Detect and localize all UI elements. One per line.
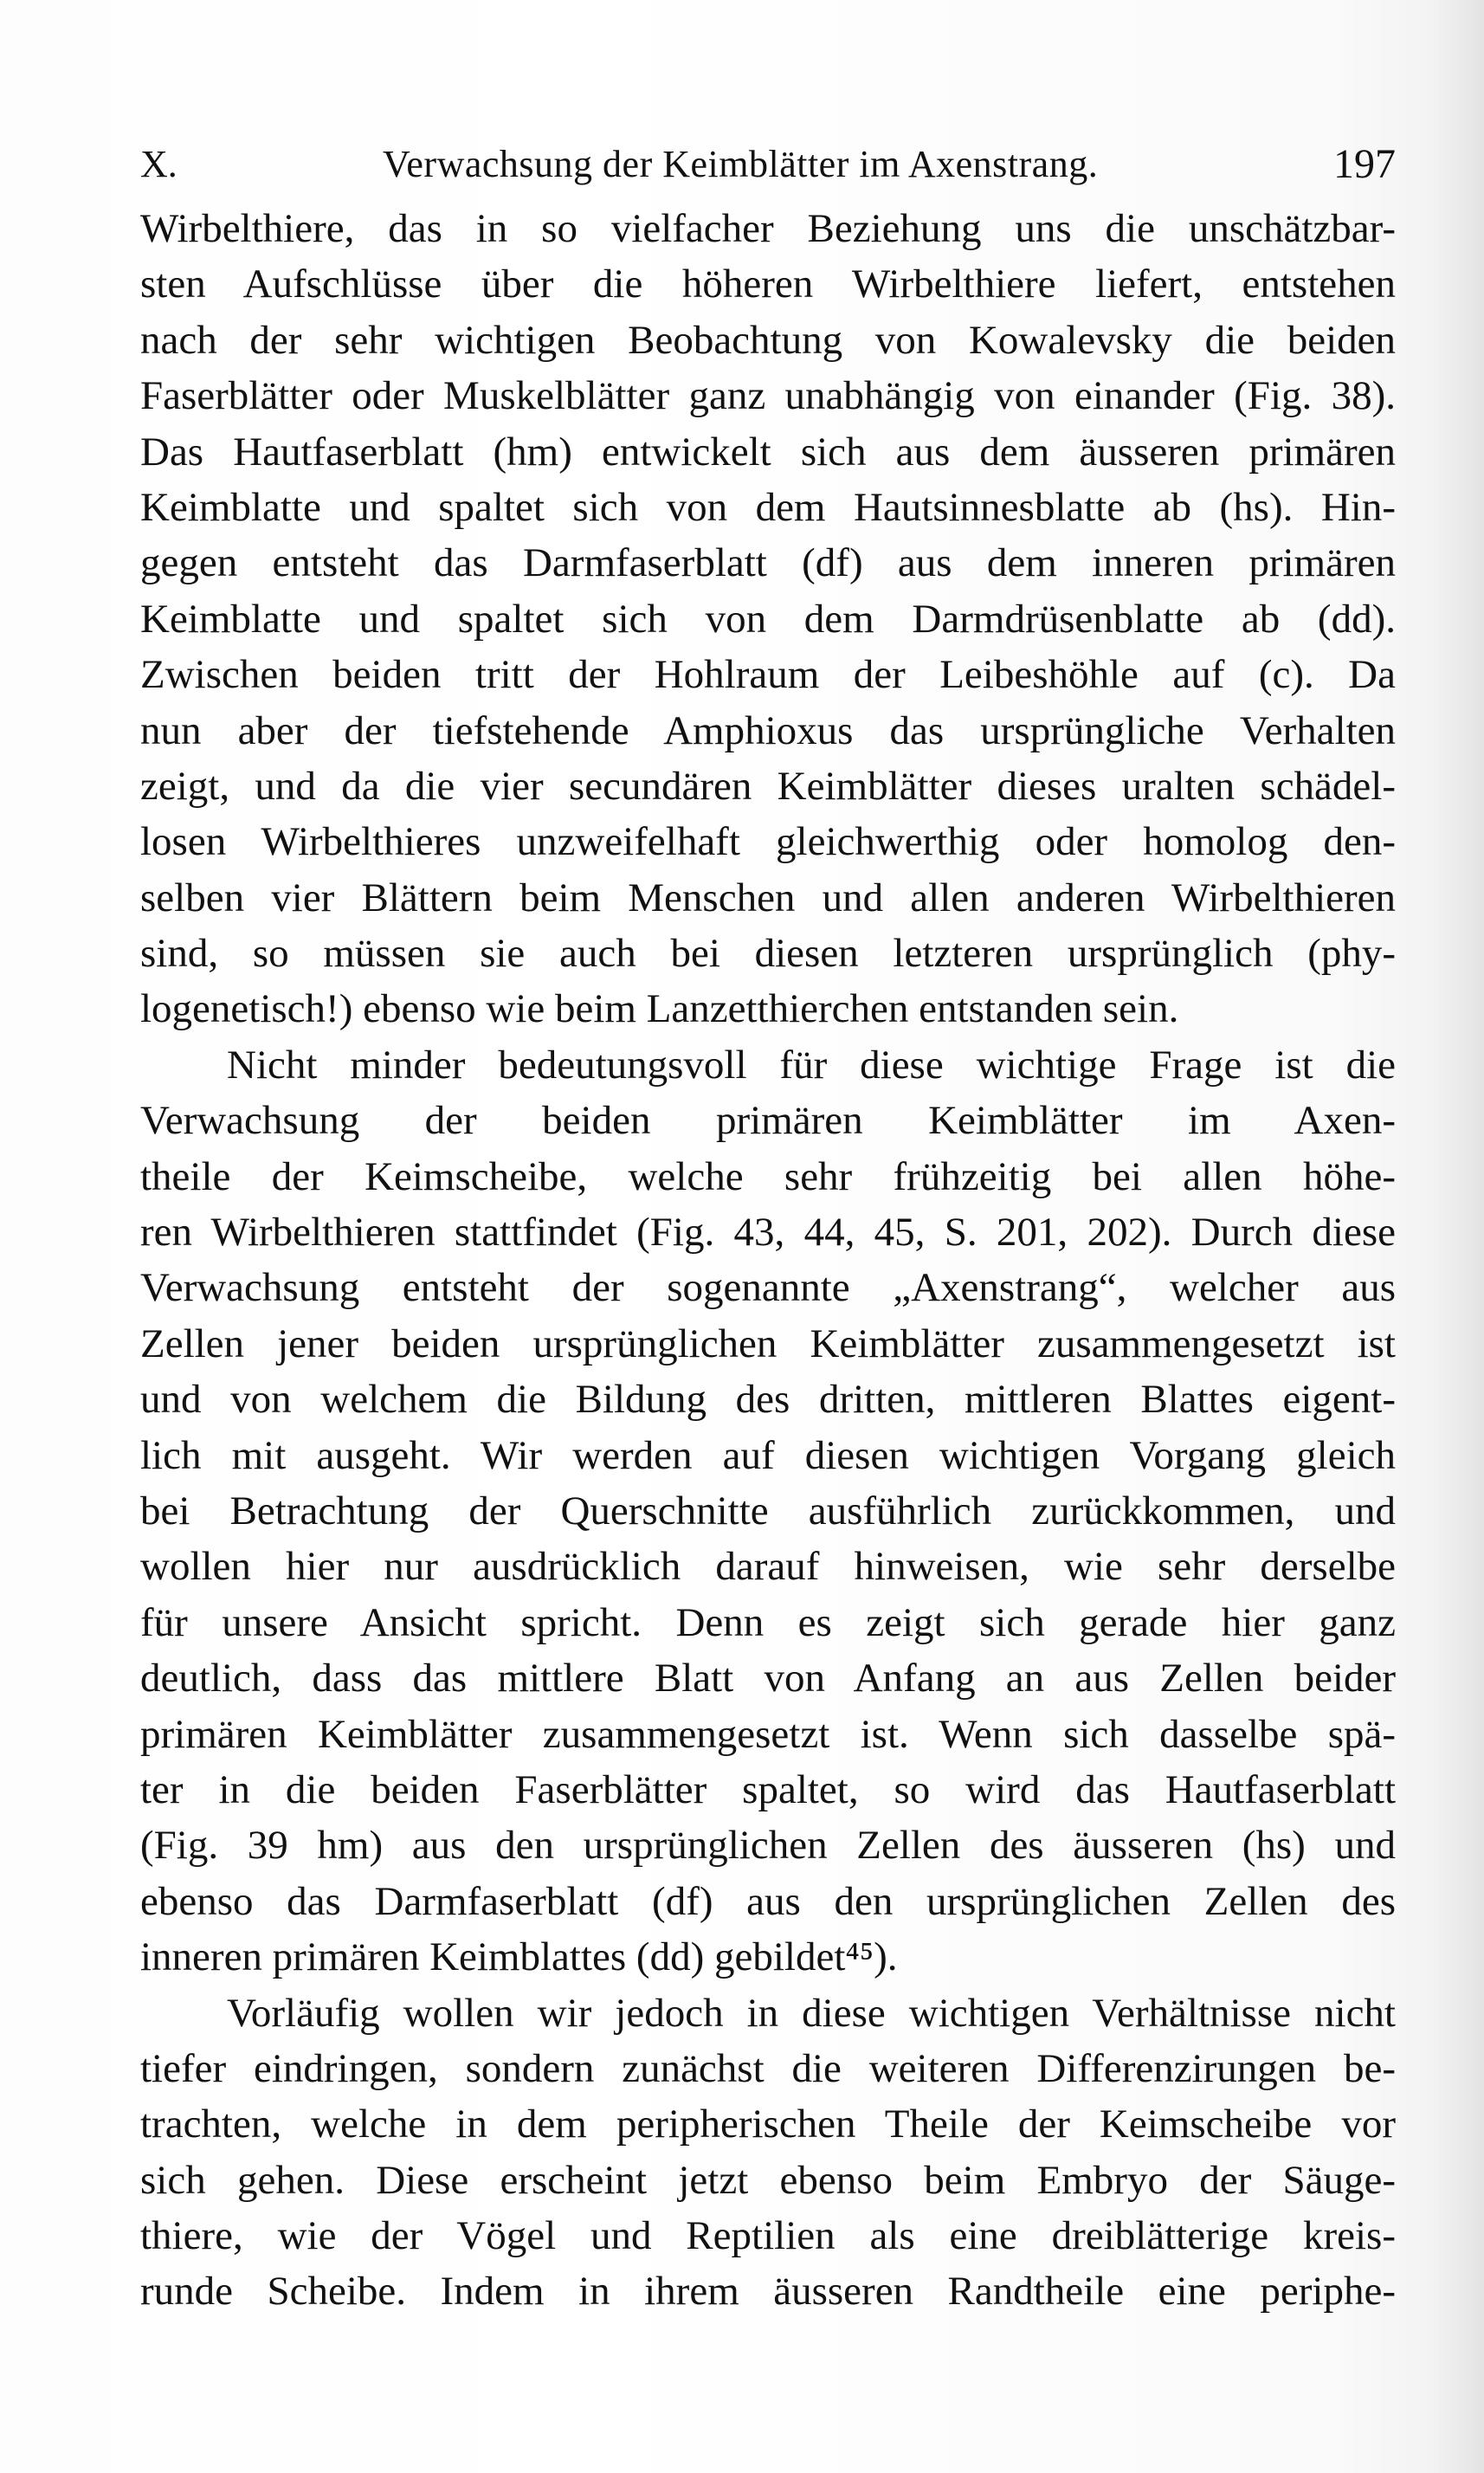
text-line: wollen hier nur ausdrücklich darauf hinweisen, wie sehr derselbe [140, 1544, 1396, 1590]
paragraph-end-line: inneren primären Keimblattes (dd) gebildet⁴⁵). [140, 1934, 898, 1980]
text-line: sten Aufschlüsse über die höheren Wirbelthiere liefert, entstehen [140, 262, 1396, 307]
text-line: Zellen jener beiden ursprünglichen Keimblätter zusammengesetzt ist [140, 1320, 1396, 1366]
text-line: und von welchem die Bildung des dritten, mittleren Blattes eigent- [140, 1377, 1396, 1423]
text-line: sich gehen. Diese erscheint jetzt ebenso beim Embryo der Säuge- [140, 2157, 1396, 2203]
text-line: bei Betrachtung der Querschnitte ausführlich zurückkommen, und [140, 1488, 1396, 1534]
text-line: Faserblätter oder Muskelblätter ganz unabhängig von einander (Fig. 38). [140, 373, 1396, 419]
text-line: Keimblatte und spaltet sich von dem Hautsinnesblatte ab (hs). Hin- [140, 484, 1396, 530]
paragraph-start-line: Vorläufig wollen wir jedoch in diese wichtigen Verhältnisse nicht [227, 1990, 1396, 2036]
text-line: Verwachsung der beiden primären Keimblätter im Axen- [140, 1098, 1396, 1144]
text-line: trachten, welche in dem peripherischen Theile der Keimscheibe vor [140, 2102, 1396, 2147]
text-line: thiere, wie der Vögel und Reptilien als eine dreiblätterige kreis- [140, 2213, 1396, 2259]
running-head [140, 139, 1396, 190]
text-line: Verwachsung entsteht der sogenannte „Axenstrang“, welcher aus [140, 1265, 1396, 1311]
text-line: zeigt, und da die vier secundären Keimblätter dieses uralten schädel- [140, 763, 1396, 809]
page-edge-shadow [1432, 0, 1484, 2473]
text-line: ter in die beiden Faserblätter spaltet, so wird das Hautfaserblatt [140, 1766, 1396, 1812]
running-title: Verwachsung der Keimblätter im Axenstrang. [383, 143, 1099, 185]
text-line: Zwischen beiden tritt der Hohlraum der Leibeshöhle auf (c). Da [140, 652, 1396, 698]
text-line: runde Scheibe. Indem in ihrem äusseren Randtheile eine periphe- [140, 2269, 1396, 2315]
text-line: lich mit ausgeht. Wir werden auf diesen wichtigen Vorgang gleich [140, 1432, 1396, 1478]
chapter-number: X. [140, 143, 177, 185]
text-line: Das Hautfaserblatt (hm) entwickelt sich aus dem äusseren primären [140, 429, 1396, 475]
page-number: 197 [1333, 141, 1396, 187]
text-line: ren Wirbelthieren stattfindet (Fig. 43, 44, 45, S. 201, 202). Durch diese [140, 1210, 1396, 1256]
text-line: für unsere Ansicht spricht. Denn es zeigt sich gerade hier ganz [140, 1599, 1396, 1645]
text-line: losen Wirbelthieres unzweifelhaft gleichwerthig oder homolog den- [140, 819, 1396, 865]
text-line: (Fig. 39 hm) aus den ursprünglichen Zellen des äusseren (hs) und [140, 1823, 1396, 1869]
text-line: deutlich, dass das mittlere Blatt von Anfang an aus Zellen beider [140, 1656, 1396, 1701]
text-line: gegen entsteht das Darmfaserblatt (df) aus dem inneren primären [140, 540, 1396, 586]
text-line: sind, so müssen sie auch bei diesen letzteren ursprünglich (phy- [140, 931, 1396, 977]
paragraph-end-line: logenetisch!) ebenso wie beim Lanzetthierchen entstanden sein. [140, 986, 1179, 1032]
text-line: selben vier Blättern beim Menschen und allen anderen Wirbelthieren [140, 875, 1396, 920]
text-line: Wirbelthiere, das in so vielfacher Beziehung uns die unschätzbar- [140, 206, 1396, 251]
body-text [140, 201, 1396, 2320]
text-line: nun aber der tiefstehende Amphioxus das ursprüngliche Verhalten [140, 707, 1396, 753]
text-line: primären Keimblätter zusammengesetzt ist. Wenn sich dasselbe spä- [140, 1711, 1396, 1757]
paragraph-start-line: Nicht minder bedeutungsvoll für diese wichtige Frage ist die [227, 1042, 1396, 1088]
text-line: Keimblatte und spaltet sich von dem Darmdrüsenblatte ab (dd). [140, 596, 1396, 642]
text-line: nach der sehr wichtigen Beobachtung von Kowalevsky die beiden [140, 317, 1396, 363]
text-line: theile der Keimscheibe, welche sehr frühzeitig bei allen höhe- [140, 1153, 1396, 1199]
text-line: ebenso das Darmfaserblatt (df) aus den ursprünglichen Zellen des [140, 1878, 1396, 1924]
text-line: tiefer eindringen, sondern zunächst die weiteren Differenzirungen be- [140, 2045, 1396, 2091]
